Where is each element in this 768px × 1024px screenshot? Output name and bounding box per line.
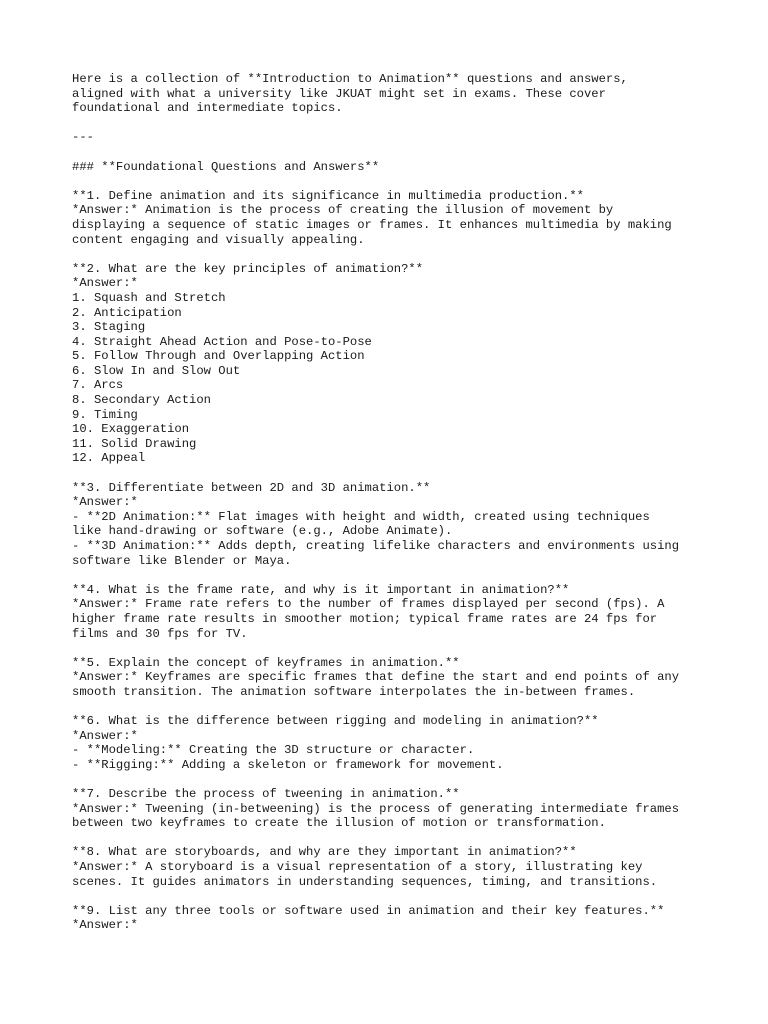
text-line: *Answer:* Animation is the process of creating the illusion of movement by <box>72 203 614 218</box>
blank-line <box>72 831 732 846</box>
text-line: 12. Appeal <box>72 451 146 466</box>
text-line: **2. What are the key principles of animation?** <box>72 261 424 276</box>
text-line: *Answer:* Keyframes are specific frames that define the start and end points of any <box>72 670 680 685</box>
text-line: between two keyframes to create the illusion of motion or transformation. <box>72 816 606 831</box>
text-line: ### **Foundational Questions and Answers** <box>72 159 380 174</box>
blank-line <box>72 700 732 715</box>
text-line: - **Rigging:** Adding a skeleton or framework for movement. <box>72 757 504 772</box>
blank-line <box>72 641 732 656</box>
text-line: **5. Explain the concept of keyframes in animation.** <box>72 655 460 670</box>
text-line: 7. Arcs <box>72 378 124 393</box>
text-line: scenes. It guides animators in understanding sequences, timing, and transitions. <box>72 874 658 889</box>
text-line: *Answer:* <box>72 495 138 510</box>
text-line: **8. What are storyboards, and why are they important in animation?** <box>72 845 577 860</box>
text-line: films and 30 fps for TV. <box>72 626 248 641</box>
text-line: **6. What is the difference between rigging and modeling in animation?** <box>72 714 599 729</box>
blank-line <box>72 116 732 131</box>
text-line: 5. Follow Through and Overlapping Action <box>72 349 365 364</box>
text-line: 6. Slow In and Slow Out <box>72 363 241 378</box>
text-line: *Answer:* <box>72 918 138 933</box>
blank-line <box>72 174 732 189</box>
text-line: 3. Staging <box>72 320 146 335</box>
text-line: - **2D Animation:** Flat images with height and width, created using techniques <box>72 509 650 524</box>
text-line: 9. Timing <box>72 407 138 422</box>
text-line: Here is a collection of **Introduction to Animation** questions and answers, <box>72 72 628 86</box>
text-line: 2. Anticipation <box>72 305 182 320</box>
text-line: --- <box>72 130 94 145</box>
text-line: **7. Describe the process of tweening in animation.** <box>72 787 460 802</box>
text-line: foundational and intermediate topics. <box>72 101 343 116</box>
text-line: displaying a sequence of static images or frames. It enhances multimedia by making <box>72 217 672 232</box>
document-page <box>72 72 732 933</box>
blank-line <box>72 773 732 788</box>
text-line: 8. Secondary Action <box>72 393 211 408</box>
blank-line <box>72 889 732 904</box>
text-line: *Answer:* <box>72 728 138 743</box>
blank-line <box>72 466 732 481</box>
text-line: *Answer:* Tweening (in-betweening) is the process of generating intermediate frames <box>72 801 680 816</box>
text-line: *Answer:* Frame rate refers to the number of frames displayed per second (fps). A <box>72 597 665 612</box>
text-line: - **Modeling:** Creating the 3D structure or character. <box>72 743 475 758</box>
text-line: *Answer:* A storyboard is a visual representation of a story, illustrating key <box>72 860 643 875</box>
text-line: 4. Straight Ahead Action and Pose-to-Pose <box>72 334 372 349</box>
text-line: 10. Exaggeration <box>72 422 190 437</box>
text-line: **1. Define animation and its significance in multimedia production.** <box>72 188 584 203</box>
text-line: **4. What is the frame rate, and why is it important in animation?** <box>72 582 570 597</box>
text-line: like hand-drawing or software (e.g., Adobe Animate). <box>72 524 453 539</box>
text-line: 11. Solid Drawing <box>72 436 197 451</box>
text-line: content engaging and visually appealing. <box>72 232 365 247</box>
text-line: **9. List any three tools or software used in animation and their key features.** <box>72 903 665 918</box>
blank-line <box>72 247 732 262</box>
text-line: smooth transition. The animation software interpolates the in-between frames. <box>72 684 636 699</box>
blank-line <box>72 145 732 160</box>
text-line: - **3D Animation:** Adds depth, creating lifelike characters and environments using <box>72 539 680 553</box>
text-line: **3. Differentiate between 2D and 3D animation.** <box>72 480 431 495</box>
text-line: software like Blender or Maya. <box>72 553 292 568</box>
text-line: aligned with what a university like JKUAT might set in exams. These cover <box>72 86 606 101</box>
text-line: *Answer:* <box>72 276 138 291</box>
blank-line <box>72 568 732 583</box>
text-line: 1. Squash and Stretch <box>72 290 226 305</box>
text-line: higher frame rate results in smoother motion; typical frame rates are 24 fps for <box>72 611 658 626</box>
